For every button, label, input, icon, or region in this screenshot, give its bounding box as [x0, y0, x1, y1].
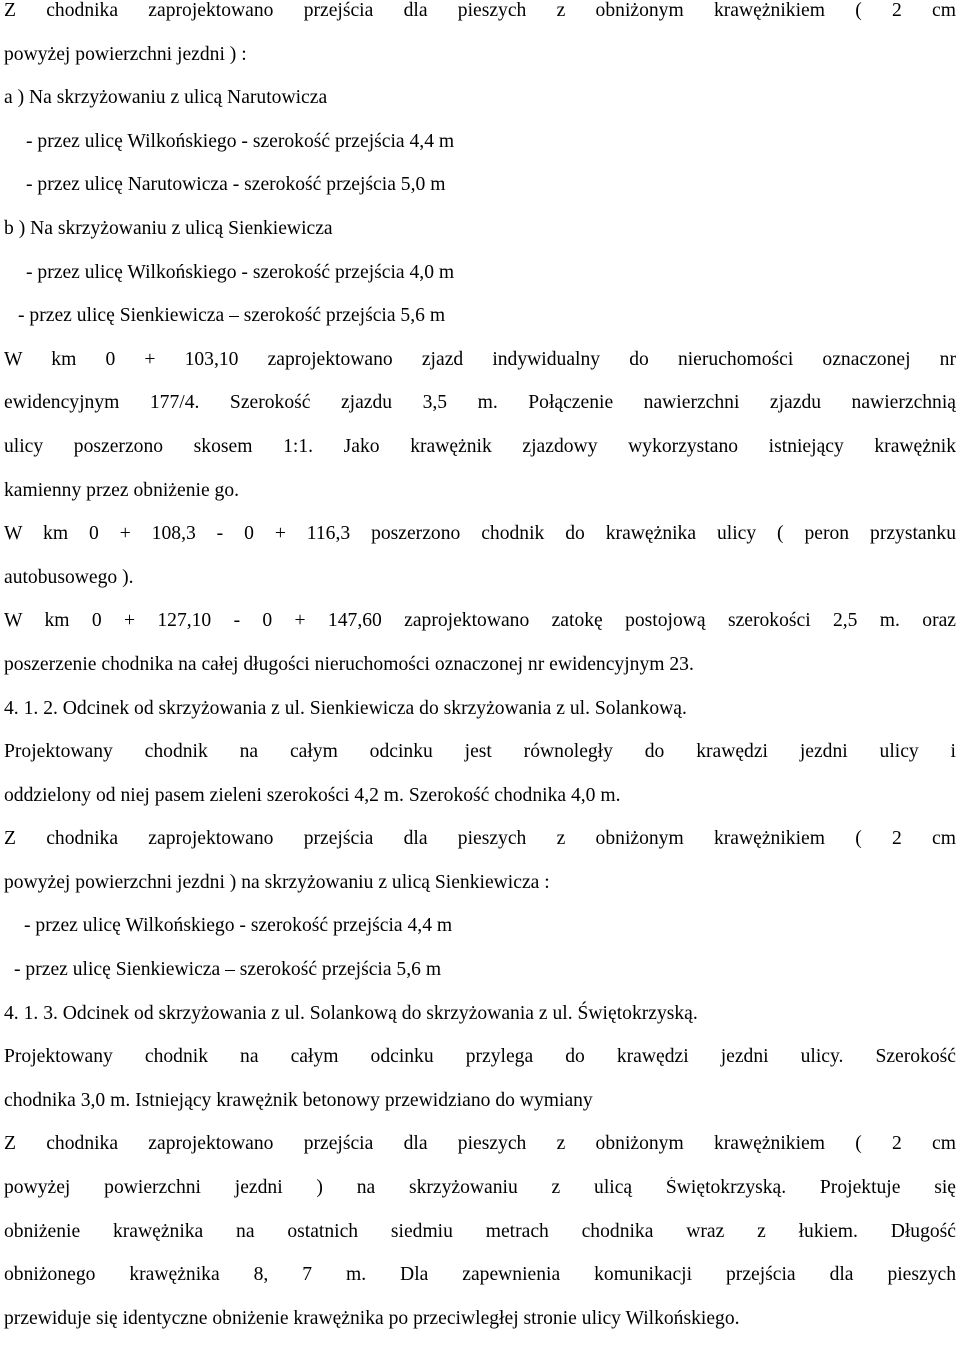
text-line: powyżej powierzchni jezdni ) na skrzyżowaniu z ulicą Sienkiewicza :	[4, 871, 550, 893]
text-line: W km 0 + 127,10 - 0 + 147,60 zaprojektowano zatokę postojową szerokości 2,5 m. oraz	[4, 610, 956, 632]
text-line: oddzielony od niej pasem zieleni szerokości 4,2 m. Szerokość chodnika 4,0 m.	[4, 784, 621, 806]
list-heading: b ) Na skrzyżowaniu z ulicą Sienkiewicza	[4, 217, 333, 239]
text-line: poszerzenie chodnika na całej długości nieruchomości oznaczonej nr ewidencyjnym 23.	[4, 653, 694, 675]
text-line: autobusowego ).	[4, 566, 134, 588]
text-line: ewidencyjnym 177/4. Szerokość zjazdu 3,5 m. Połączenie nawierzchni zjazdu nawierzchnią	[4, 392, 956, 414]
text-line: przewiduje się identyczne obniżenie krawężnika po przeciwległej stronie ulicy Wilkońskiego.	[4, 1307, 740, 1329]
text-line: ulicy poszerzono skosem 1:1. Jako krawężnik zjazdowy wykorzystano istniejący krawężnik	[4, 435, 956, 457]
list-item: - przez ulicę Wilkońskiego - szerokość przejścia 4,4 m	[26, 130, 455, 152]
text-line: Z chodnika zaprojektowano przejścia dla pieszych z obniżonym krawężnikiem ( 2 cm	[4, 828, 956, 850]
text-line: Projektowany chodnik na całym odcinku jest równoległy do krawędzi jezdni ulicy i	[4, 741, 956, 763]
text-line: W km 0 + 103,10 zaprojektowano zjazd indywidualny do nieruchomości oznaczonej nr	[4, 348, 956, 370]
list-item: - przez ulicę Sienkiewicza – szerokość przejścia 5,6 m	[14, 959, 442, 981]
section-heading: 4. 1. 2. Odcinek od skrzyżowania z ul. Sienkiewicza do skrzyżowania z ul. Solankową.	[4, 697, 687, 719]
section-heading: 4. 1. 3. Odcinek od skrzyżowania z ul. Solankową do skrzyżowania z ul. Świętokrzyską.	[4, 1002, 698, 1024]
text-line: W km 0 + 108,3 - 0 + 116,3 poszerzono chodnik do krawężnika ulicy ( peron przystanku	[4, 523, 956, 545]
document-page	[4, 0, 956, 1351]
text-line: chodnika 3,0 m. Istniejący krawężnik betonowy przewidziano do wymiany	[4, 1089, 593, 1111]
list-item: - przez ulicę Wilkońskiego - szerokość przejścia 4,0 m	[26, 261, 455, 283]
text-line: Z chodnika zaprojektowano przejścia dla pieszych z obniżonym krawężnikiem ( 2 cm	[4, 1133, 956, 1155]
text-line: kamienny przez obniżenie go.	[4, 479, 240, 501]
list-item: - przez ulicę Sienkiewicza – szerokość przejścia 5,6 m	[18, 305, 446, 327]
list-item: - przez ulicę Wilkońskiego - szerokość przejścia 4,4 m	[24, 915, 453, 937]
text-line: obniżonego krawężnika 8, 7 m. Dla zapewnienia komunikacji przejścia dla pieszych	[4, 1264, 956, 1286]
list-item: - przez ulicę Narutowicza - szerokość przejścia 5,0 m	[26, 174, 446, 196]
text-line: Z chodnika zaprojektowano przejścia dla pieszych z obniżonym krawężnikiem ( 2 cm	[4, 0, 956, 21]
list-heading: a ) Na skrzyżowaniu z ulicą Narutowicza	[4, 87, 328, 109]
text-line: Projektowany chodnik na całym odcinku przylega do krawędzi jezdni ulicy. Szerokość	[4, 1046, 956, 1068]
text-line: obniżenie krawężnika na ostatnich siedmiu metrach chodnika wraz z łukiem. Długość	[4, 1220, 956, 1242]
text-line: powyżej powierzchni jezdni ) na skrzyżowaniu z ulicą Świętokrzyską. Projektuje się	[4, 1177, 956, 1199]
text-line: powyżej powierzchni jezdni ) :	[4, 43, 247, 65]
